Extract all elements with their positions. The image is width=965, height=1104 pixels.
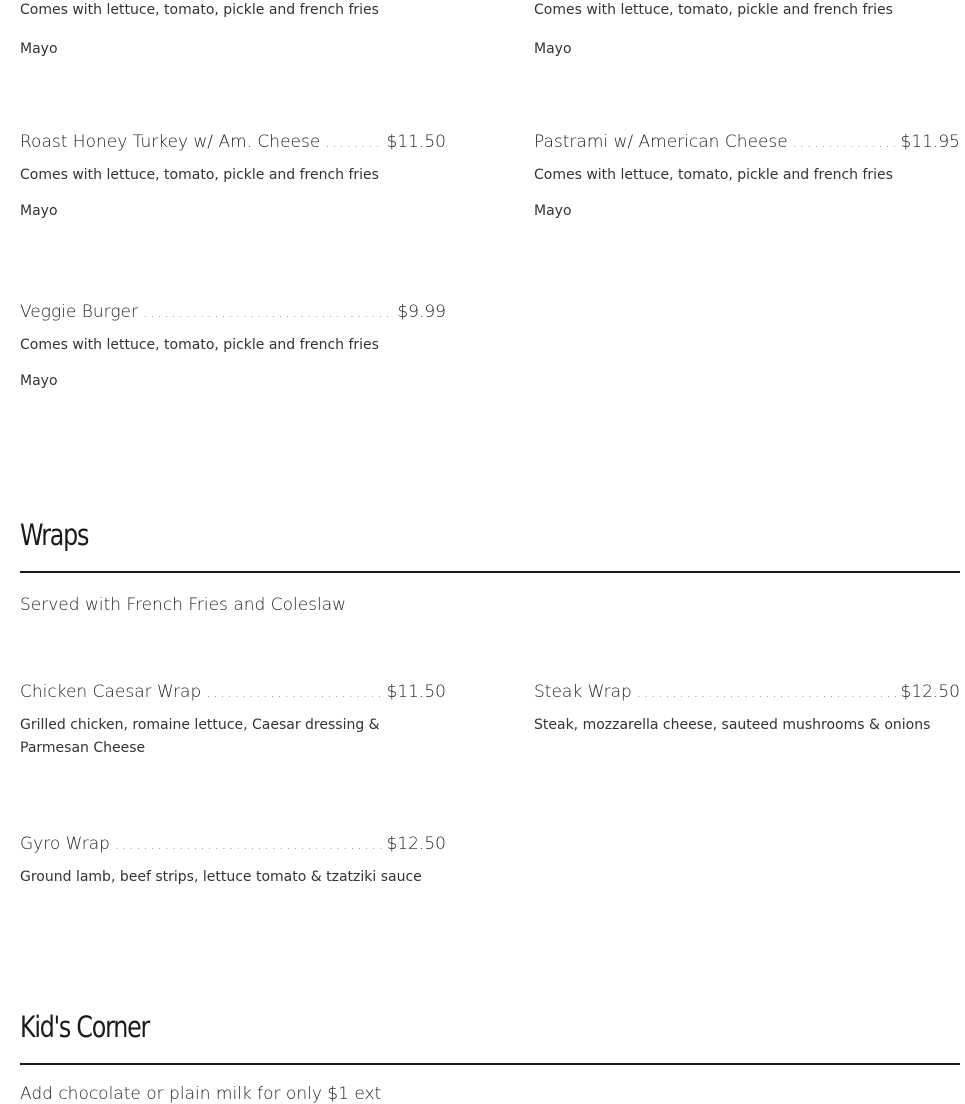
menu-item-steak-wrap [534, 682, 960, 737]
item-description: Steak, mozzarella cheese, sauteed mushrooms & onions [534, 717, 931, 733]
section-subtitle-kids-corner: Add chocolate or plain milk for only $1 ext [20, 1084, 382, 1104]
section-title-kids-corner: Kid's Corner [20, 1010, 150, 1044]
item-price: $11.95 [900, 132, 960, 152]
menu-item-veggie-burger [20, 302, 446, 389]
item-description: Comes with lettuce, tomato, pickle and french fries [534, 2, 893, 18]
menu-item-pastrami [534, 132, 960, 219]
item-name: Veggie Burger [20, 302, 139, 322]
section-subtitle-wraps: Served with French Fries and Coleslaw [20, 595, 347, 615]
item-description: Comes with lettuce, tomato, pickle and french fries [534, 167, 893, 183]
menu-item-top-left [20, 0, 446, 57]
item-heading [20, 132, 446, 152]
item-option: Mayo [534, 203, 572, 219]
item-price: $12.50 [900, 682, 960, 702]
dot-leader [206, 686, 383, 701]
item-price: $11.50 [386, 682, 446, 702]
item-name: Roast Honey Turkey w/ Am. Cheese [20, 132, 321, 152]
item-name: Steak Wrap [534, 682, 632, 702]
item-description: Grilled chicken, romaine lettuce, Caesar dressing & Parmesan Cheese [20, 717, 380, 756]
item-heading [20, 834, 446, 854]
item-name: Chicken Caesar Wrap [20, 682, 202, 702]
item-heading [534, 132, 960, 152]
item-description: Ground lamb, beef strips, lettuce tomato & tzatziki sauce [20, 869, 422, 885]
dot-leader [637, 686, 898, 701]
section-divider [20, 571, 960, 573]
section-title-wraps: Wraps [20, 518, 89, 552]
item-option: Mayo [20, 373, 58, 389]
dot-leader [793, 136, 898, 151]
item-description: Comes with lettuce, tomato, pickle and french fries [20, 337, 379, 353]
item-price: $9.99 [397, 302, 446, 322]
item-description: Comes with lettuce, tomato, pickle and french fries [20, 167, 379, 183]
dot-leader [325, 136, 383, 151]
dot-leader [115, 838, 384, 853]
item-option: Mayo [534, 41, 572, 57]
menu-item-roast-honey-turkey [20, 132, 446, 219]
menu-item-chicken-caesar-wrap [20, 682, 446, 760]
menu-item-gyro-wrap [20, 834, 446, 889]
item-heading [20, 682, 446, 702]
item-heading [534, 682, 960, 702]
item-name: Pastrami w/ American Cheese [534, 132, 788, 152]
item-name: Gyro Wrap [20, 834, 110, 854]
item-option: Mayo [20, 41, 58, 57]
menu-item-top-right [534, 0, 960, 57]
dot-leader [143, 306, 394, 321]
item-heading [20, 302, 446, 322]
item-price: $11.50 [386, 132, 446, 152]
item-option: Mayo [20, 203, 58, 219]
section-divider [20, 1063, 960, 1065]
item-description: Comes with lettuce, tomato, pickle and french fries [20, 2, 379, 18]
item-price: $12.50 [386, 834, 446, 854]
